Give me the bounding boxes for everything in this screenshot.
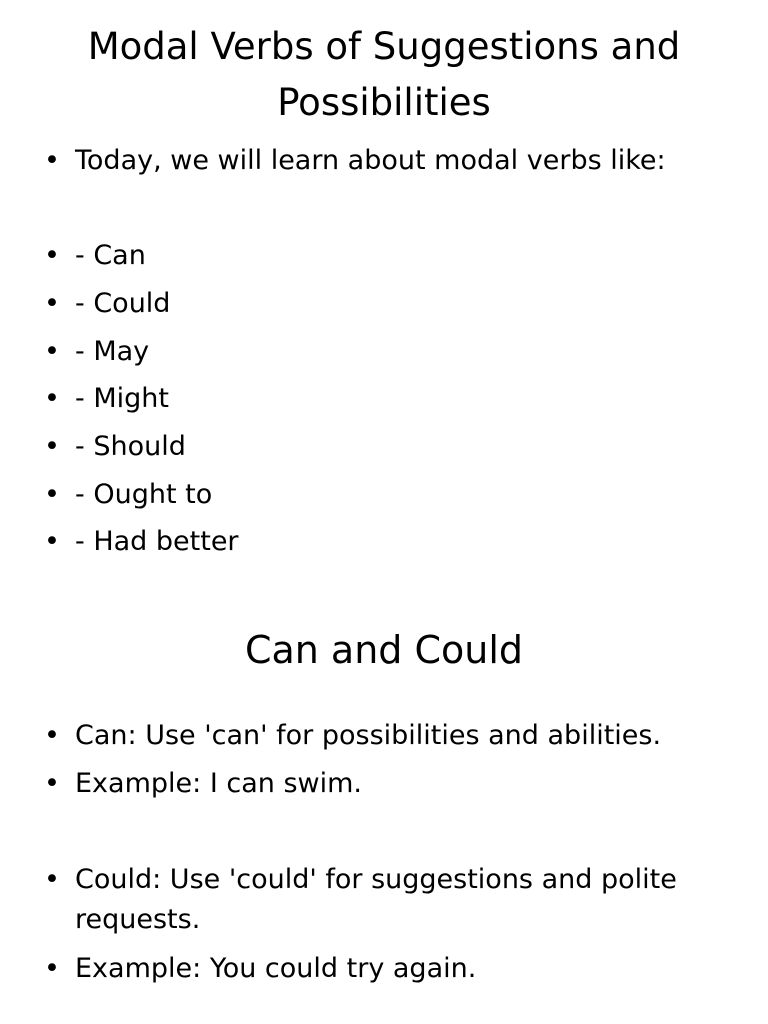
list-item-text: - Had better [75,526,239,557]
list-item-text: Example: I can swim. [75,768,362,799]
list-item [44,522,734,562]
page-title: Modal Verbs of Suggestions and Possibilities [87,25,681,124]
list-item-text: Example: You could try again. [75,953,477,984]
bullet-icon: • [44,479,60,510]
bullet-icon: • [44,768,60,799]
list-item [44,427,734,467]
list-item [44,236,734,276]
list-item-text: - Might [75,383,169,414]
list-item-text: - Could [75,288,171,319]
bullet-icon: • [44,720,60,751]
list-item [44,764,734,804]
list-item [44,716,734,756]
list-item [44,860,734,940]
list-item-text: - Ought to [75,479,213,510]
section-title: Can and Could [244,628,524,672]
list-item [44,284,734,324]
list-item [44,379,734,419]
list-item [44,949,734,989]
bullet-icon: • [44,336,60,367]
list-item-text: Could: Use 'could' for suggestions and polite requests. [75,864,677,935]
bullet-icon: • [44,288,60,319]
list-item [44,475,734,515]
list-item-text: - May [75,336,150,367]
bullet-icon: • [44,953,60,984]
bullet-icon: • [44,526,60,557]
bullet-icon: • [44,383,60,414]
bullet-icon: • [44,145,60,176]
bullet-icon: • [44,240,60,271]
list-item-text: Can: Use 'can' for possibilities and abilities. [75,720,662,751]
bullet-icon: • [44,864,60,895]
list-item-text: - Can [75,240,146,271]
list-item-text: Today, we will learn about modal verbs like: [75,145,666,176]
list-item-text: - Should [75,431,186,462]
list-item [44,141,734,181]
bullet-icon: • [44,431,60,462]
list-item [44,332,734,372]
